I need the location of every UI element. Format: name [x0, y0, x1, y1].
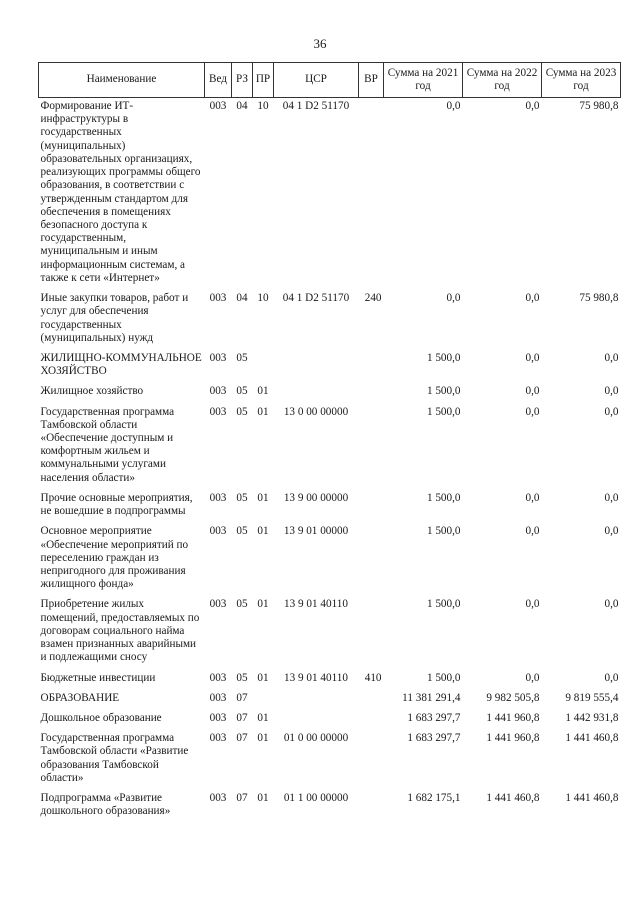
row-name: Иные закупки товаров, работ и услуг для обеспечения государственных (муниципальных) нужд: [40, 292, 189, 344]
row-name: Прочие основные мероприятия, не вошедшие в подпрограммы: [40, 491, 193, 518]
table-row: [39, 790, 621, 823]
row-pr: 01: [257, 385, 269, 398]
row-sum-2023: 9 819 555,4: [565, 691, 619, 704]
row-pr: 01: [257, 732, 269, 745]
header-ved: Вед: [205, 63, 232, 98]
row-vr: [359, 490, 384, 523]
row-sum-2021: 1 500,0: [426, 525, 461, 538]
table-row: [39, 670, 621, 690]
row-sum-2023: 0,0: [604, 598, 619, 611]
row-sum-2021: 1 500,0: [426, 671, 461, 684]
row-sum-2023: 0,0: [604, 351, 619, 364]
row-sum-2023: 1 441 460,8: [565, 732, 619, 745]
row-rz: 05: [236, 598, 248, 611]
row-sum-2021: 0,0: [446, 292, 461, 305]
row-name: Дошкольное образование: [40, 711, 162, 724]
row-ved: 003: [209, 385, 227, 398]
row-vr: [359, 690, 384, 710]
row-sum-2023: 1 442 931,8: [565, 711, 619, 724]
row-pr: 01: [257, 671, 269, 684]
table-row: [39, 690, 621, 710]
row-sum-2021: 1 500,0: [426, 491, 461, 504]
row-ved: 003: [209, 732, 227, 745]
row-vr: [359, 350, 384, 383]
row-pr: 01: [257, 598, 269, 611]
row-sum-2023: 75 980,8: [579, 292, 619, 305]
row-name: Подпрограмма «Развитие дошкольного образования»: [40, 792, 171, 818]
row-sum-2023: 0,0: [604, 525, 619, 538]
row-rz: 07: [236, 691, 248, 704]
row-sum-2022: 0,0: [525, 491, 540, 504]
row-sum-2022: 0,0: [525, 671, 540, 684]
row-sum-2021: 1 500,0: [426, 405, 461, 418]
row-vr: [359, 730, 384, 790]
row-pr: [253, 690, 274, 710]
row-rz: 05: [236, 491, 248, 504]
row-name: ОБРАЗОВАНИЕ: [40, 691, 120, 704]
row-sum-2022: 0,0: [525, 100, 540, 112]
row-vr: [359, 383, 384, 403]
row-sum-2021: 1 500,0: [426, 351, 461, 364]
row-sum-2023: 0,0: [604, 491, 619, 504]
row-csr: 13 9 01 40110: [284, 598, 348, 611]
row-sum-2022: 9 982 505,8: [486, 691, 540, 704]
row-ved: 003: [209, 691, 227, 704]
row-ved: 003: [209, 491, 227, 504]
header-rz: РЗ: [232, 63, 253, 98]
row-name: Приобретение жилых помещений, предоставляемых по договорам социального найма взамен признанных аварийными и подлежащими сносу: [40, 598, 200, 664]
row-pr: 01: [257, 405, 269, 418]
row-vr: 240: [364, 292, 382, 305]
row-pr: 01: [257, 491, 269, 504]
row-vr: [359, 523, 384, 596]
page-number: 36: [313, 36, 327, 51]
row-rz: 04: [236, 100, 248, 112]
row-sum-2021: 1 682 175,1: [407, 792, 461, 805]
row-ved: 003: [209, 292, 227, 305]
row-sum-2021: 0,0: [446, 100, 461, 112]
row-csr: [274, 350, 359, 383]
row-rz: 07: [236, 732, 248, 745]
table-row: [39, 523, 621, 596]
table-row: [39, 490, 621, 523]
row-name: Основное мероприятие «Обеспечение мероприятий по переселению граждан из непригодного для проживания жилищного фонда»: [40, 525, 189, 591]
row-csr: 13 9 01 00000: [283, 525, 349, 538]
row-pr: 01: [257, 792, 269, 805]
header-vr: ВР: [359, 63, 384, 98]
row-name: Бюджетные инвестиции: [40, 671, 156, 684]
row-sum-2023: 0,0: [604, 671, 619, 684]
row-sum-2022: 1 441 960,8: [486, 732, 540, 745]
row-rz: 05: [236, 405, 248, 418]
row-csr: 13 9 01 40110: [284, 671, 348, 684]
row-ved: 003: [209, 598, 227, 611]
row-pr: 10: [257, 292, 269, 305]
row-rz: 07: [236, 711, 248, 724]
row-sum-2023: 0,0: [604, 385, 619, 398]
header-sum-2022: Сумма на 2022 год: [463, 63, 542, 98]
row-name: ЖИЛИЩНО-КОММУНАЛЬНОЕ ХОЗЯЙСТВО: [40, 351, 202, 378]
row-sum-2021: 1 500,0: [426, 598, 461, 611]
header-csr: ЦСР: [274, 63, 359, 98]
table-row: [39, 404, 621, 490]
row-sum-2022: 1 441 460,8: [486, 792, 540, 805]
row-name: Формирование ИТ-инфраструктуры в государственных (муниципальных) образовательных организациях, реализующих программы общего образования, в соответствии с утвержденным стандартом для обеспечения в помещениях безопасного доступа к государственным, муниципальным и иным информационным системам, а также к сети «Интернет»: [40, 100, 201, 284]
row-name: Государственная программа Тамбовской области «Обеспечение доступным и комфортным жильем и коммунальными услугами населения области»: [40, 405, 175, 484]
row-sum-2022: 0,0: [525, 292, 540, 305]
row-sum-2023: 1 441 460,8: [565, 792, 619, 805]
row-sum-2022: 0,0: [525, 405, 540, 418]
row-sum-2023: 75 980,8: [579, 100, 619, 112]
row-ved: 003: [209, 792, 227, 805]
row-sum-2022: 1 441 960,8: [486, 711, 540, 724]
row-ved: 003: [209, 671, 227, 684]
table-row: [39, 730, 621, 790]
row-pr: 01: [257, 711, 269, 724]
budget-table: [38, 62, 621, 824]
table-row: [39, 350, 621, 383]
row-csr: 13 9 00 00000: [283, 491, 349, 504]
row-csr: [274, 710, 359, 730]
row-pr: 10: [257, 100, 269, 112]
row-sum-2021: 11 381 291,4: [402, 691, 461, 704]
row-pr: [253, 350, 274, 383]
row-ved: 003: [209, 100, 227, 112]
table-header-row: [39, 63, 621, 98]
table-row: [39, 98, 621, 291]
row-pr: 01: [257, 525, 269, 538]
row-rz: 07: [236, 792, 248, 805]
header-pr: ПР: [253, 63, 274, 98]
row-csr: 04 1 D2 51170: [282, 292, 350, 305]
row-sum-2023: 0,0: [604, 405, 619, 418]
row-csr: 04 1 D2 51170: [282, 100, 350, 112]
table-row: [39, 290, 621, 350]
row-csr: 01 0 00 00000: [283, 732, 349, 745]
row-vr: [359, 596, 384, 669]
row-sum-2021: 1 683 297,7: [407, 732, 461, 745]
row-sum-2021: 1 683 297,7: [407, 711, 461, 724]
row-csr: 13 0 00 00000: [283, 405, 349, 418]
row-sum-2021: 1 500,0: [426, 385, 461, 398]
row-name: Государственная программа Тамбовской области «Развитие образования Тамбовской области»: [40, 732, 189, 784]
row-ved: 003: [209, 525, 227, 538]
row-ved: 003: [209, 711, 227, 724]
table-row: [39, 383, 621, 403]
row-vr: [359, 404, 384, 490]
table-row: [39, 710, 621, 730]
row-csr: [274, 383, 359, 403]
row-sum-2022: 0,0: [525, 385, 540, 398]
row-vr: [359, 98, 384, 291]
row-ved: 003: [209, 351, 227, 364]
row-vr: [359, 790, 384, 823]
row-sum-2022: 0,0: [525, 525, 540, 538]
header-sum-2021: Сумма на 2021 год: [384, 63, 463, 98]
header-sum-2023: Сумма на 2023 год: [542, 63, 621, 98]
row-rz: 04: [236, 292, 248, 305]
row-ved: 003: [209, 405, 227, 418]
row-csr: [274, 690, 359, 710]
row-rz: 05: [236, 671, 248, 684]
row-rz: 05: [236, 385, 248, 398]
row-vr: 410: [364, 671, 382, 684]
row-name: Жилищное хозяйство: [40, 385, 144, 398]
row-rz: 05: [236, 351, 248, 364]
header-name: Наименование: [39, 63, 205, 98]
row-rz: 05: [236, 525, 248, 538]
table-row: [39, 596, 621, 669]
row-csr: 01 1 00 00000: [283, 792, 349, 805]
row-sum-2022: 0,0: [525, 351, 540, 364]
row-sum-2022: 0,0: [525, 598, 540, 611]
row-vr: [359, 710, 384, 730]
